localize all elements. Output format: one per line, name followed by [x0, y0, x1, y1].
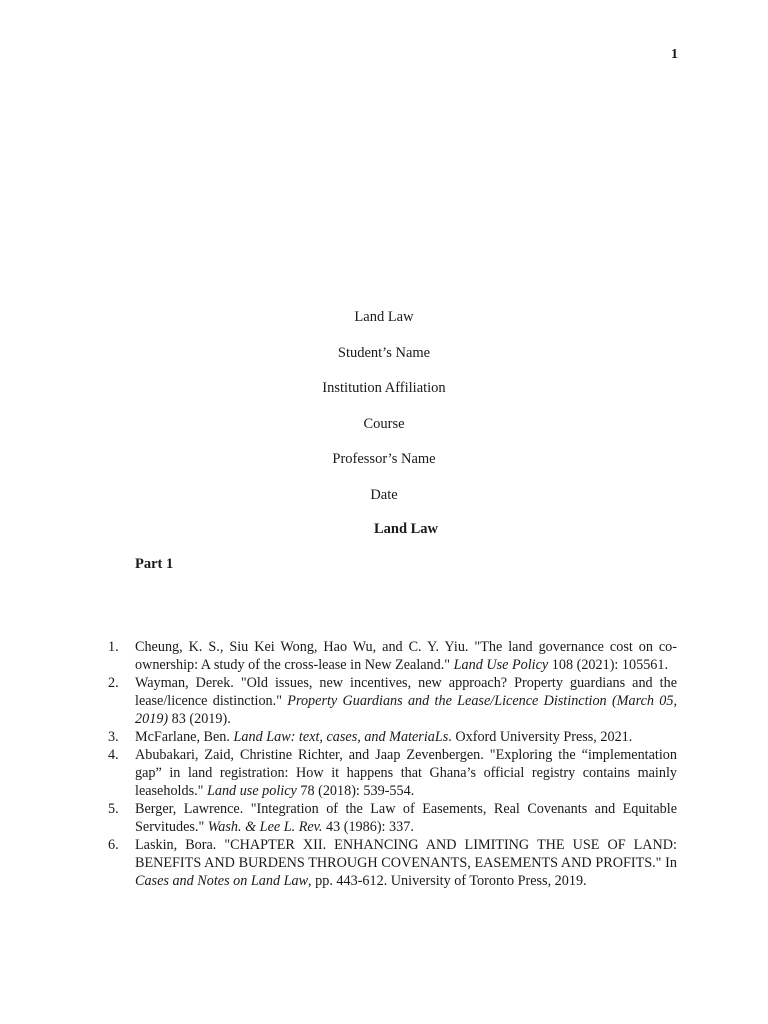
reference-details: 108 (2021): 105561. — [548, 657, 669, 673]
section-heading: Part 1 — [135, 556, 174, 572]
title-line-paper-title: Land Law — [354, 309, 414, 325]
reference-number: 2. — [108, 675, 119, 691]
title-block — [0, 306, 768, 520]
reference-details: , pp. 443-612. University of Toronto Press, 2019. — [308, 873, 587, 889]
reference-source-title: Cases and Notes on Land Law — [135, 873, 309, 889]
title-line-institution: Institution Affiliation — [322, 380, 446, 397]
reference-details: 83 (2019). — [168, 711, 231, 727]
reference-source-title: Land use policy — [206, 783, 297, 799]
reference-item — [108, 836, 677, 890]
reference-text: Cheung, K. S., Siu Kei Wong, Hao Wu, and C. Y. Yiu. "The land governance cost on co-ownership: A study of the cross-lease in New Zealand." — [135, 639, 677, 673]
reference-details: 43 (1986): 337. — [322, 819, 414, 835]
reference-text: Abubakari, Zaid, Christine Richter, and Jaap Zevenbergen. "Exploring the “implementation gap” in land registration: How it happens that Ghana’s official registry contains mainly leaseholds." — [135, 747, 677, 799]
title-line-professor: Professor’s Name — [332, 451, 436, 468]
reference-source-title: Property Guardians and the Lease/Licence Distinction (March 05, 2019) — [135, 693, 677, 727]
reference-item — [108, 800, 677, 836]
reference-item — [108, 728, 677, 746]
reference-text: Laskin, Bora. "CHAPTER XII. ENHANCING AND LIMITING THE USE OF LAND: BENEFITS AND BURDENS THROUGH COVENANTS, EASEMENTS AND PROFITS." In — [135, 837, 677, 871]
reference-text: McFarlane, Ben. — [135, 729, 234, 745]
reference-details: . Oxford University Press, 2021. — [448, 729, 633, 745]
reference-details: 78 (2018): 539-554. — [296, 783, 415, 799]
reference-number: 3. — [108, 729, 119, 745]
reference-source-title: Land Law: text, cases, and MateriaLs — [233, 729, 449, 745]
reference-item — [108, 638, 677, 674]
reference-list — [108, 638, 677, 890]
reference-number: 4. — [108, 747, 119, 763]
reference-item — [108, 674, 677, 728]
reference-number: 6. — [108, 837, 119, 853]
title-line-date: Date — [370, 486, 398, 503]
reference-source-title: Wash. & Lee L. Rev. — [207, 819, 323, 835]
reference-number: 5. — [108, 801, 119, 817]
title-line-course: Course — [363, 415, 405, 432]
page-number: 1 — [671, 47, 678, 62]
document-heading: Land Law — [373, 521, 439, 537]
reference-number: 1. — [108, 639, 119, 655]
reference-text: Berger, Lawrence. "Integration of the Law of Easements, Real Covenants and Equitable Servitudes." — [135, 801, 677, 835]
reference-item — [108, 746, 677, 800]
reference-text: Wayman, Derek. "Old issues, new incentives, new approach? Property guardians and the lease/licence distinction." — [135, 675, 677, 709]
title-line-student-name: Student’s Name — [337, 344, 431, 361]
reference-source-title: Land Use Policy — [453, 657, 549, 673]
